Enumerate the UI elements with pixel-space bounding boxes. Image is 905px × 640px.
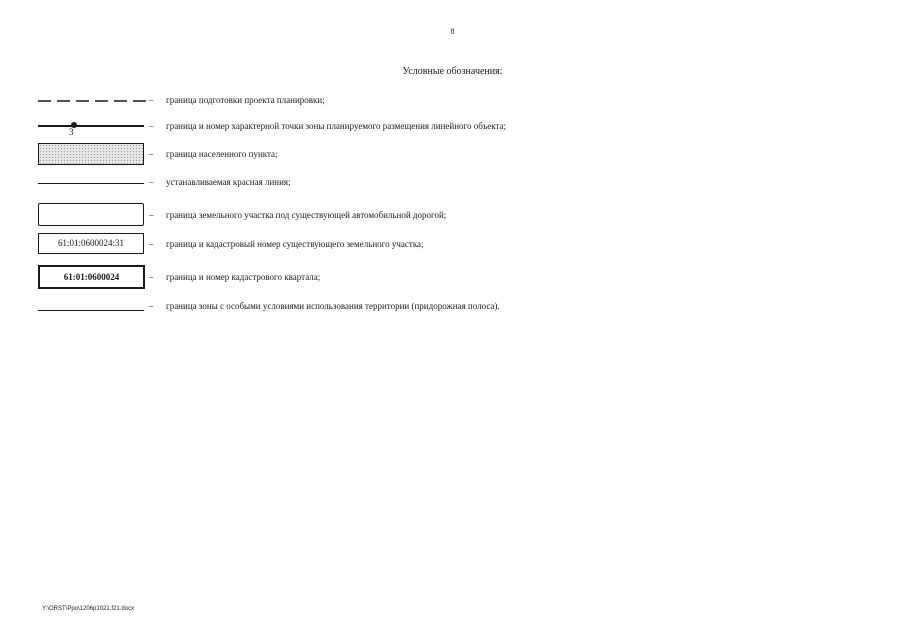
legend-separator: – [149, 95, 154, 105]
red-line-symbol [38, 170, 146, 194]
legend-separator: – [149, 301, 154, 311]
legend-item-cadastral-plot [38, 232, 658, 256]
legend-separator: – [149, 210, 154, 220]
legend-separator: – [149, 177, 154, 187]
legend-separator: – [149, 149, 154, 159]
dashed-line-symbol [38, 88, 146, 112]
boundary-line [38, 125, 144, 127]
legend-separator: – [149, 121, 154, 131]
road-plot-box-symbol [38, 203, 146, 227]
footer-file-path: Y:\ORST\Ppo\1206p1021.f21.docx [42, 606, 135, 612]
legend-description: граница подготовки проекта планировки; [166, 95, 325, 105]
legend-title: Условные обозначения: [402, 66, 503, 77]
roadside-zone-line-symbol [38, 294, 146, 318]
legend-item-road-plot [38, 203, 658, 227]
legend-description: граница населенного пункта; [166, 149, 278, 159]
legend-description: устанавливаемая красная линия; [166, 177, 291, 187]
point-number-label: 3 [69, 127, 74, 137]
legend-description: граница и кадастровый номер существующего земельного участка; [166, 239, 424, 249]
legend-item-settlement [38, 142, 658, 166]
legend-separator: – [149, 272, 154, 282]
settlement-box-symbol [38, 142, 146, 166]
legend-item-characteristic-point [38, 114, 658, 138]
legend-item-cadastral-quarter [38, 265, 658, 289]
cadastral-quarter-symbol [38, 265, 146, 289]
cadastral-quarter-box: 61:01:0600024 [38, 265, 145, 289]
page-number: 8 [450, 27, 455, 36]
point-line-symbol [38, 114, 146, 138]
legend-item-red-line [38, 170, 658, 194]
legend-separator: – [149, 239, 154, 249]
legend-description: граница земельного участка под существующей автомобильной дорогой; [166, 210, 447, 220]
legend-description: граница и номер кадастрового квартала; [166, 272, 321, 282]
cadastral-plot-symbol [38, 232, 146, 256]
legend-item-project-boundary [38, 88, 658, 112]
legend-item-roadside-zone [38, 294, 658, 318]
legend-description: граница зоны с особыми условиями использования территории (придорожная полоса). [166, 301, 500, 311]
legend-description: граница и номер характерной точки зоны планируемого размещения линейного объекта; [166, 121, 507, 131]
cadastral-number-box: 61:01:0600024:31 [38, 233, 144, 254]
